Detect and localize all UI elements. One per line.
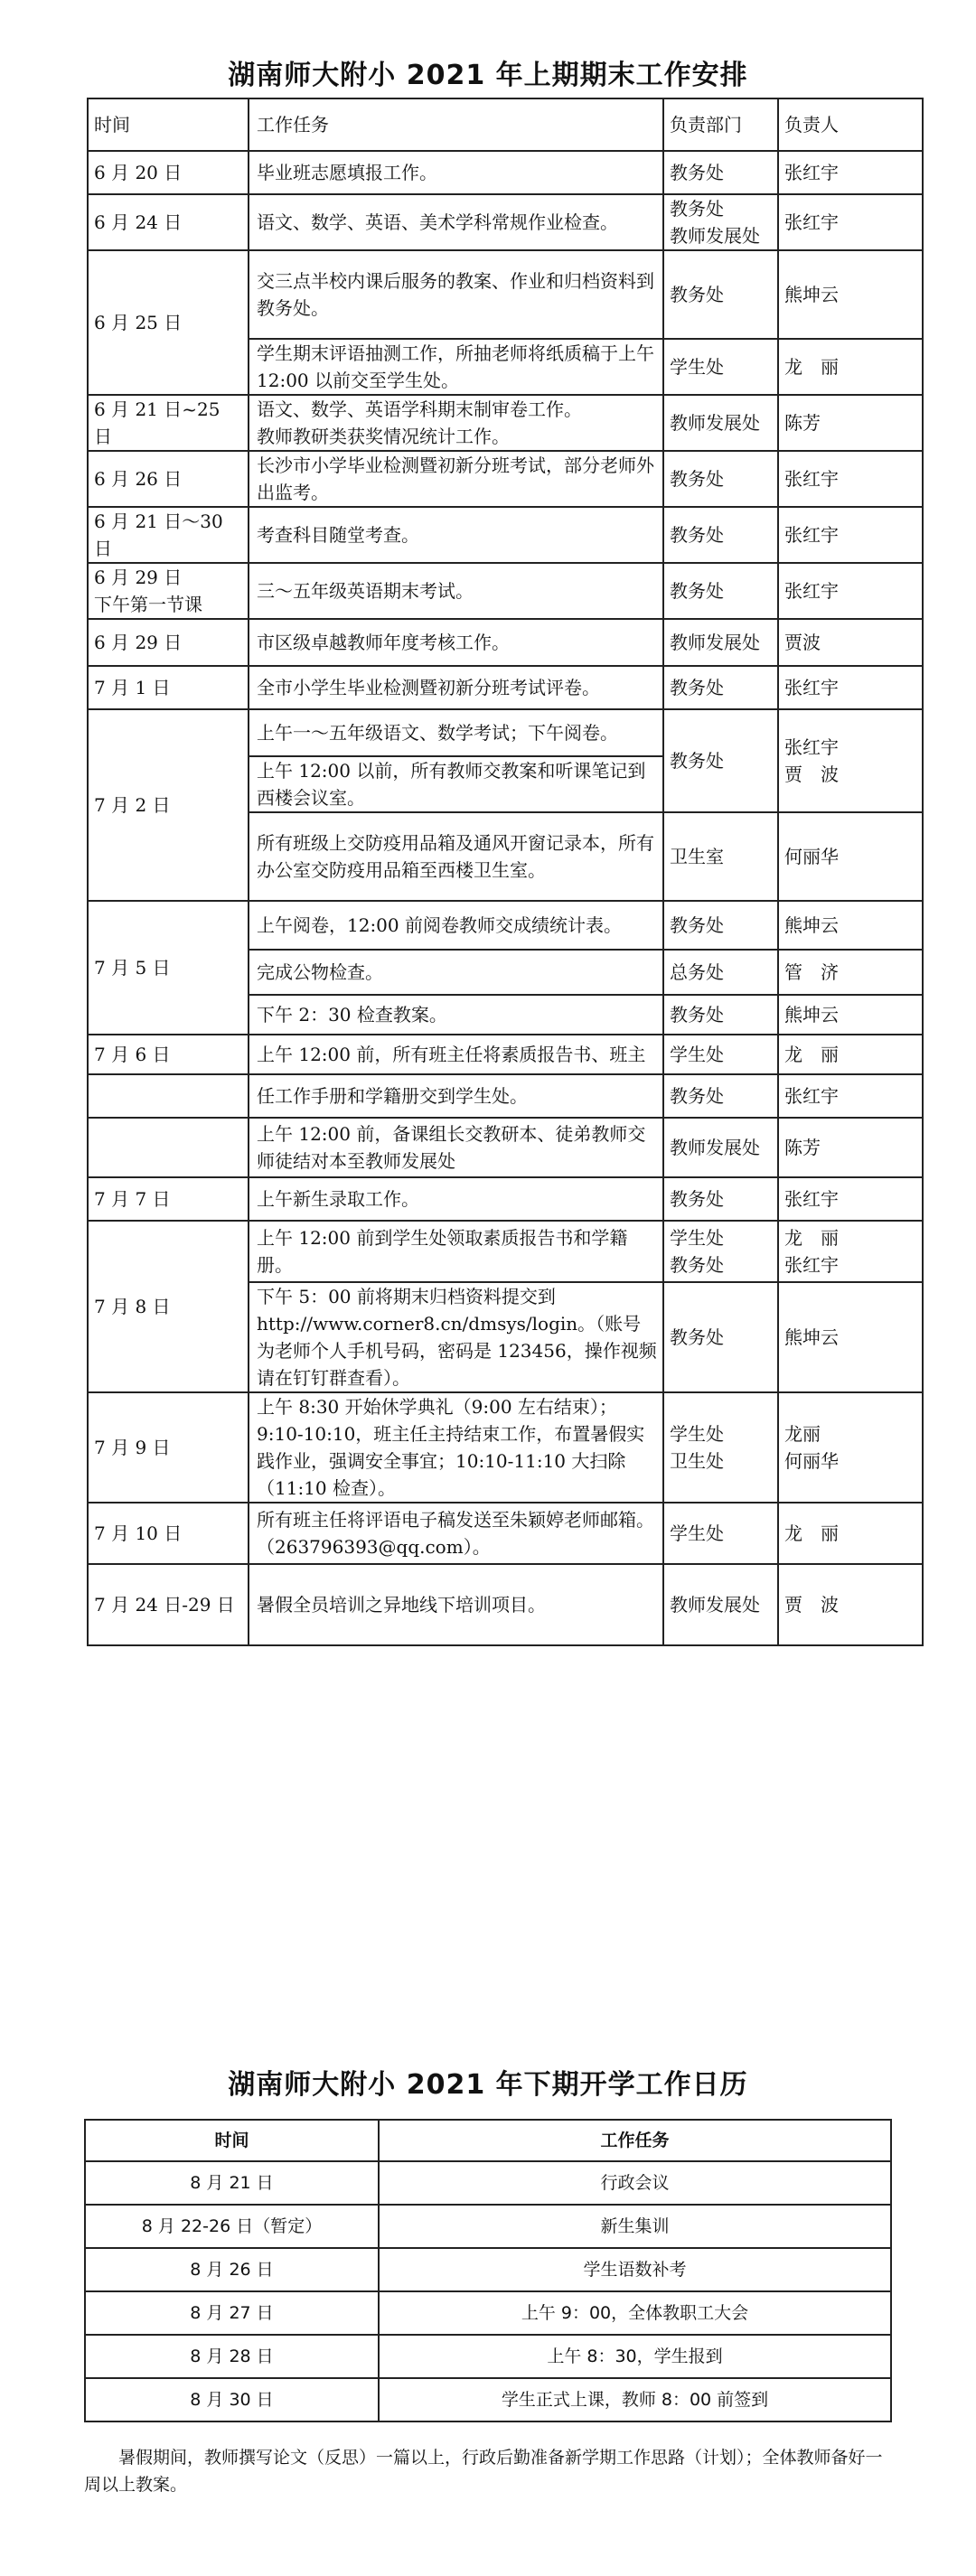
- cell-person: 熊坤云: [778, 995, 923, 1035]
- cell-time: 6 月 24 日: [88, 194, 249, 250]
- header-dept: 负责部门: [663, 98, 778, 151]
- cell-task: 下午 2：30 检查教案。: [249, 995, 663, 1035]
- cell-person: 张红宇: [778, 194, 923, 250]
- cell-dept: 卫生室: [663, 812, 778, 901]
- table-row: [88, 151, 923, 194]
- table-row: [88, 666, 923, 709]
- cell-task: 完成公物检查。: [249, 950, 663, 995]
- cell-task: 学生语数补考: [379, 2248, 891, 2291]
- cell-dept: 教务处: [663, 451, 778, 507]
- cell-task: 三～五年级英语期末考试。: [249, 563, 663, 619]
- cell-task: 新生集训: [379, 2205, 891, 2248]
- cell-person: 张红宇: [778, 563, 923, 619]
- cell-time: 8 月 26 日: [85, 2248, 379, 2291]
- cell-person: 龙 丽: [778, 339, 923, 395]
- cell-task: 全市小学生毕业检测暨初新分班考试评卷。: [249, 666, 663, 709]
- cell-time: 6 月 20 日: [88, 151, 249, 194]
- cell-task: 任工作手册和学籍册交到学生处。: [249, 1074, 663, 1118]
- calendar-table: [84, 2119, 892, 2422]
- cell-dept: 教务处: [663, 901, 778, 950]
- header-task: 工作任务: [379, 2120, 891, 2161]
- table-row: [85, 2205, 891, 2248]
- cell-person: 龙 丽 张红宇: [778, 1221, 923, 1282]
- cell-person: 贾 波: [778, 1564, 923, 1645]
- cell-person: 张红宇: [778, 451, 923, 507]
- cell-person: 熊坤云: [778, 1282, 923, 1392]
- cell-dept: 总务处: [663, 950, 778, 995]
- cell-task: 交三点半校内课后服务的教案、作业和归档资料到教务处。: [249, 250, 663, 339]
- cell-task: 毕业班志愿填报工作。: [249, 151, 663, 194]
- cell-task: 所有班主任将评语电子稿发送至朱颖婷老师邮箱。（263796393@qq.com）。: [249, 1503, 663, 1564]
- cell-time: 7 月 2 日: [88, 709, 249, 901]
- table-row: [85, 2248, 891, 2291]
- cell-task: 上午 12:00 前，备课组长交教研本、徒弟教师交师徒结对本至教师发展处: [249, 1118, 663, 1177]
- cell-task: 学生正式上课，教师 8：00 前签到: [379, 2378, 891, 2421]
- cell-task: 上午 9：00，全体教职工大会: [379, 2291, 891, 2335]
- table-row: [88, 250, 923, 339]
- cell-dept: 教师发展处: [663, 619, 778, 666]
- cell-task: 上午阅卷，12:00 前阅卷教师交成绩统计表。: [249, 901, 663, 950]
- cell-time: 8 月 21 日: [85, 2161, 379, 2205]
- cell-time: 7 月 9 日: [88, 1392, 249, 1503]
- cell-time: [88, 1118, 249, 1177]
- cell-time: 7 月 1 日: [88, 666, 249, 709]
- cell-person: 龙 丽: [778, 1503, 923, 1564]
- cell-task: 学生期末评语抽测工作，所抽老师将纸质稿于上午 12:00 以前交至学生处。: [249, 339, 663, 395]
- table-row: [88, 563, 923, 619]
- cell-time: 8 月 27 日: [85, 2291, 379, 2335]
- cell-task: 语文、数学、英语学科期末制审卷工作。 教师教研类获奖情况统计工作。: [249, 395, 663, 451]
- cell-time: 7 月 7 日: [88, 1177, 249, 1221]
- cell-dept: 学生处: [663, 339, 778, 395]
- table-row: [88, 451, 923, 507]
- cell-time: 7 月 6 日: [88, 1035, 249, 1074]
- cell-dept: 学生处 教务处: [663, 1221, 778, 1282]
- table-row: [88, 194, 923, 250]
- cell-dept: 教师发展处: [663, 395, 778, 451]
- cell-person: 陈芳: [778, 395, 923, 451]
- cell-task: 考查科目随堂考查。: [249, 507, 663, 563]
- note-paragraph: 暑假期间，教师撰写论文（反思）一篇以上，行政后勤准备新学期工作思路（计划）；全体教师备好一周以上教案。: [84, 2448, 883, 2495]
- table-row: [85, 2335, 891, 2378]
- schedule-table: [87, 98, 924, 1646]
- table1-title: 湖南师大附小 2021 年上期期末工作安排: [228, 60, 748, 91]
- table2-title: 湖南师大附小 2021 年下期开学工作日历: [228, 2069, 748, 2101]
- cell-task: 上午 12:00 以前，所有教师交教案和听课笔记到西楼会议室。: [249, 756, 663, 812]
- cell-dept: 教务处: [663, 1074, 778, 1118]
- cell-dept: 教务处: [663, 151, 778, 194]
- cell-time: 8 月 22-26 日（暂定）: [85, 2205, 379, 2248]
- table-row: [88, 507, 923, 563]
- cell-time: 6 月 21 日~25 日: [88, 395, 249, 451]
- cell-dept: 教务处: [663, 250, 778, 339]
- cell-task: 上午 8:30 开始休学典礼（9:00 左右结束）；9:10-10:10，班主任主持结束工作，布置暑假实践作业，强调安全事宜；10:10-11:10 大扫除（11:10 检查）。: [249, 1392, 663, 1503]
- cell-person: 贾波: [778, 619, 923, 666]
- cell-time: 6 月 26 日: [88, 451, 249, 507]
- table-row: [85, 2291, 891, 2335]
- cell-time: [88, 1074, 249, 1118]
- cell-time: 7 月 10 日: [88, 1503, 249, 1564]
- cell-time: 7 月 8 日: [88, 1221, 249, 1392]
- cell-time: 6 月 25 日: [88, 250, 249, 395]
- cell-dept: 教务处: [663, 1282, 778, 1392]
- table-row: [88, 1392, 923, 1503]
- cell-dept: 教务处: [663, 666, 778, 709]
- table-row: [88, 1177, 923, 1221]
- table-header-row: [85, 2120, 891, 2161]
- cell-person: 张红宇: [778, 151, 923, 194]
- cell-task: 下午 5：00 前将期末归档资料提交到 http://www.corner8.cn/dmsys/login。（账号为老师个人手机号码，密码是 123456，操作视频请在钉钉群查看）。: [249, 1282, 663, 1392]
- table-row: [88, 1564, 923, 1645]
- cell-time: 6 月 21 日～30 日: [88, 507, 249, 563]
- table-row: [88, 1503, 923, 1564]
- cell-person: 张红宇: [778, 1177, 923, 1221]
- cell-task: 上午 12:00 前，所有班主任将素质报告书、班主: [249, 1035, 663, 1074]
- cell-person: 张红宇: [778, 666, 923, 709]
- cell-time: 7 月 24 日-29 日: [88, 1564, 249, 1645]
- cell-task: 长沙市小学毕业检测暨初新分班考试，部分老师外出监考。: [249, 451, 663, 507]
- cell-task: 暑假全员培训之异地线下培训项目。: [249, 1564, 663, 1645]
- cell-task: 行政会议: [379, 2161, 891, 2205]
- cell-time: 6 月 29 日: [88, 619, 249, 666]
- cell-task: 上午新生录取工作。: [249, 1177, 663, 1221]
- table-header-row: [88, 98, 923, 151]
- table-row: [88, 1035, 923, 1074]
- cell-task: 语文、数学、英语、美术学科常规作业检查。: [249, 194, 663, 250]
- cell-dept: 教务处: [663, 709, 778, 812]
- table-row: [85, 2378, 891, 2421]
- table-row: [88, 709, 923, 756]
- cell-person: 张红宇: [778, 1074, 923, 1118]
- cell-person: 熊坤云: [778, 901, 923, 950]
- cell-dept: 教务处: [663, 995, 778, 1035]
- cell-dept: 教务处 教师发展处: [663, 194, 778, 250]
- cell-dept: 学生处 卫生处: [663, 1392, 778, 1503]
- cell-dept: 教师发展处: [663, 1118, 778, 1177]
- cell-time: 8 月 30 日: [85, 2378, 379, 2421]
- table-row: [88, 901, 923, 950]
- cell-task: 上午 8：30，学生报到: [379, 2335, 891, 2378]
- table-row: [85, 2161, 891, 2205]
- cell-dept: 学生处: [663, 1503, 778, 1564]
- cell-time: 8 月 28 日: [85, 2335, 379, 2378]
- table-row: [88, 1118, 923, 1177]
- cell-task: 上午一～五年级语文、数学考试；下午阅卷。: [249, 709, 663, 756]
- cell-dept: 学生处: [663, 1035, 778, 1074]
- cell-dept: 教务处: [663, 563, 778, 619]
- cell-task: 上午 12:00 前到学生处领取素质报告书和学籍册。: [249, 1221, 663, 1282]
- cell-time: 6 月 29 日 下午第一节课: [88, 563, 249, 619]
- cell-person: 龙丽 何丽华: [778, 1392, 923, 1503]
- table-row: [88, 1221, 923, 1282]
- table-row: [88, 619, 923, 666]
- cell-time: 7 月 5 日: [88, 901, 249, 1035]
- cell-person: 龙 丽: [778, 1035, 923, 1074]
- cell-person: 张红宇 贾 波: [778, 709, 923, 812]
- header-time: 时间: [88, 98, 249, 151]
- header-person: 负责人: [778, 98, 923, 151]
- cell-dept: 教师发展处: [663, 1564, 778, 1645]
- cell-person: 张红宇: [778, 507, 923, 563]
- table-row: [88, 1074, 923, 1118]
- cell-task: 市区级卓越教师年度考核工作。: [249, 619, 663, 666]
- cell-task: 所有班级上交防疫用品箱及通风开窗记录本，所有办公室交防疫用品箱至西楼卫生室。: [249, 812, 663, 901]
- cell-person: 熊坤云: [778, 250, 923, 339]
- header-time: 时间: [85, 2120, 379, 2161]
- cell-dept: 教务处: [663, 507, 778, 563]
- table-row: [88, 395, 923, 451]
- cell-person: 何丽华: [778, 812, 923, 901]
- header-task: 工作任务: [249, 98, 663, 151]
- cell-person: 管 济: [778, 950, 923, 995]
- cell-person: 陈芳: [778, 1118, 923, 1177]
- cell-dept: 教务处: [663, 1177, 778, 1221]
